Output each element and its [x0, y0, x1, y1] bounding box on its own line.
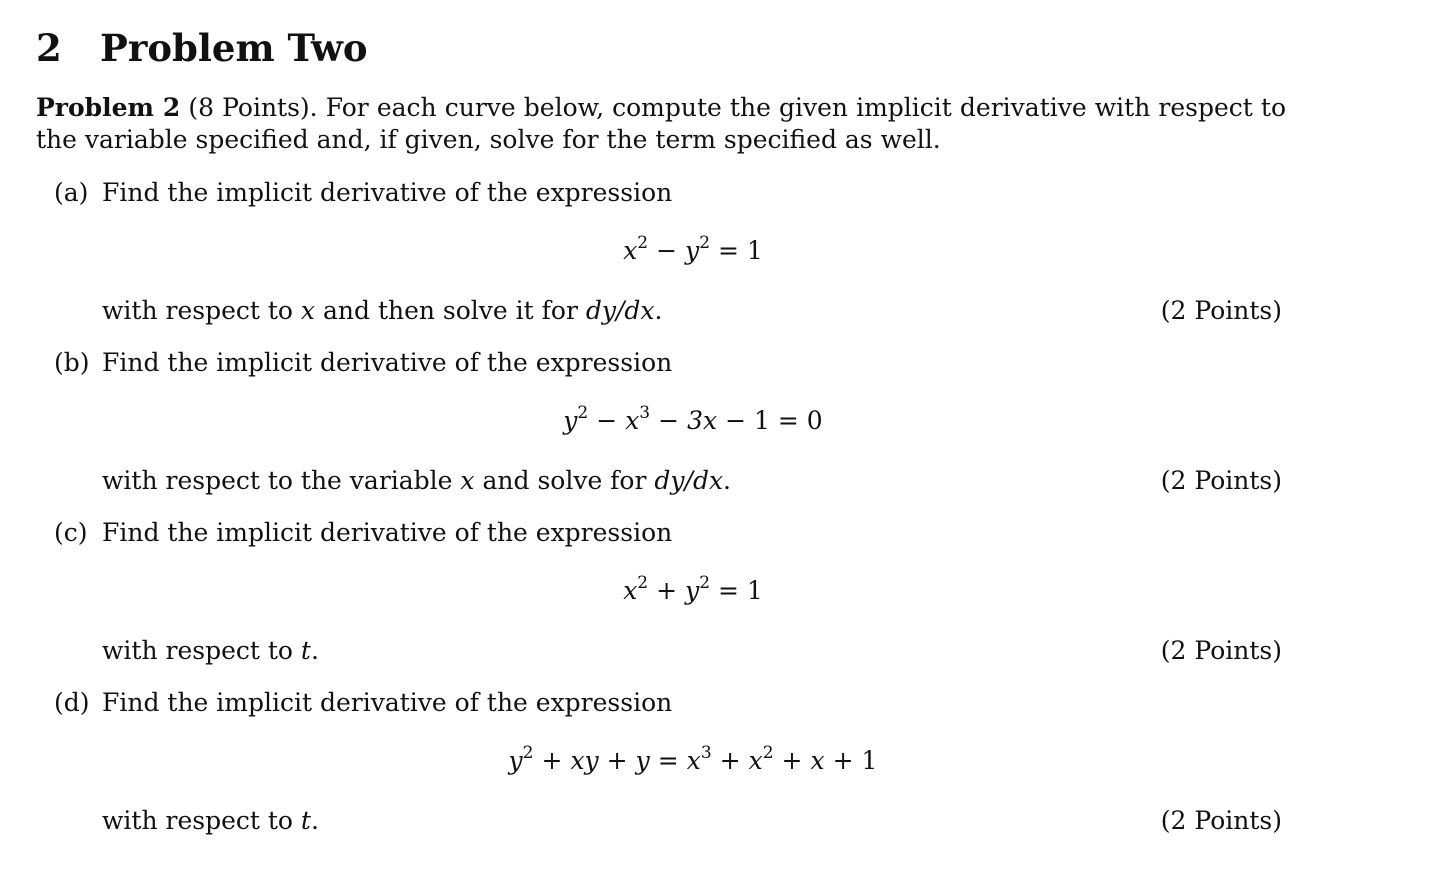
part-b-label: (b)	[54, 348, 90, 377]
part-a-points: (2 Points)	[1160, 296, 1282, 325]
equation-c: $x^2 + y^2 = 1$	[623, 573, 763, 605]
problem-intro	[36, 92, 1286, 156]
part-c-prompt: Find the implicit derivative of the expression	[102, 518, 673, 547]
part-a-prompt: Find the implicit derivative of the expression	[102, 178, 673, 207]
section-number: 2	[36, 26, 62, 70]
problem-label: Problem 2	[36, 93, 181, 122]
part-d-points: (2 Points)	[1160, 806, 1282, 835]
intro-line-2: variable specified and, if given, solve for the term specified as well.	[84, 125, 941, 154]
equation-b: $y^2 - x^3 - 3x - 1 = 0$	[563, 403, 823, 435]
part-b-respect: with respect to the variable x and solve for dy/dx.	[102, 466, 731, 495]
equation-d: $y^2$ + xy + $y = x^3 + x^2 + x + 1$	[508, 743, 878, 775]
part-c-points: (2 Points)	[1160, 636, 1282, 665]
part-c-label: (c)	[54, 518, 88, 547]
part-a-respect: with respect to x and then solve it for dy/dx.	[102, 296, 663, 325]
part-d-label: (d)	[54, 688, 90, 717]
part-d-prompt: Find the implicit derivative of the expression	[102, 688, 673, 717]
part-c-respect: with respect to t.	[102, 636, 319, 665]
section-title: Problem Two	[100, 26, 368, 70]
part-b-prompt: Find the implicit derivative of the expression	[102, 348, 673, 377]
equation-a: $x^2 - y^2 = 1$	[623, 233, 763, 265]
intro-line-1: For each curve below, compute the given implicit derivative with respect to the	[36, 93, 1287, 154]
part-a-label: (a)	[54, 178, 89, 207]
part-b-points: (2 Points)	[1160, 466, 1282, 495]
part-d-respect: with respect to t.	[102, 806, 319, 835]
problem-points: (8 Points).	[188, 93, 318, 122]
